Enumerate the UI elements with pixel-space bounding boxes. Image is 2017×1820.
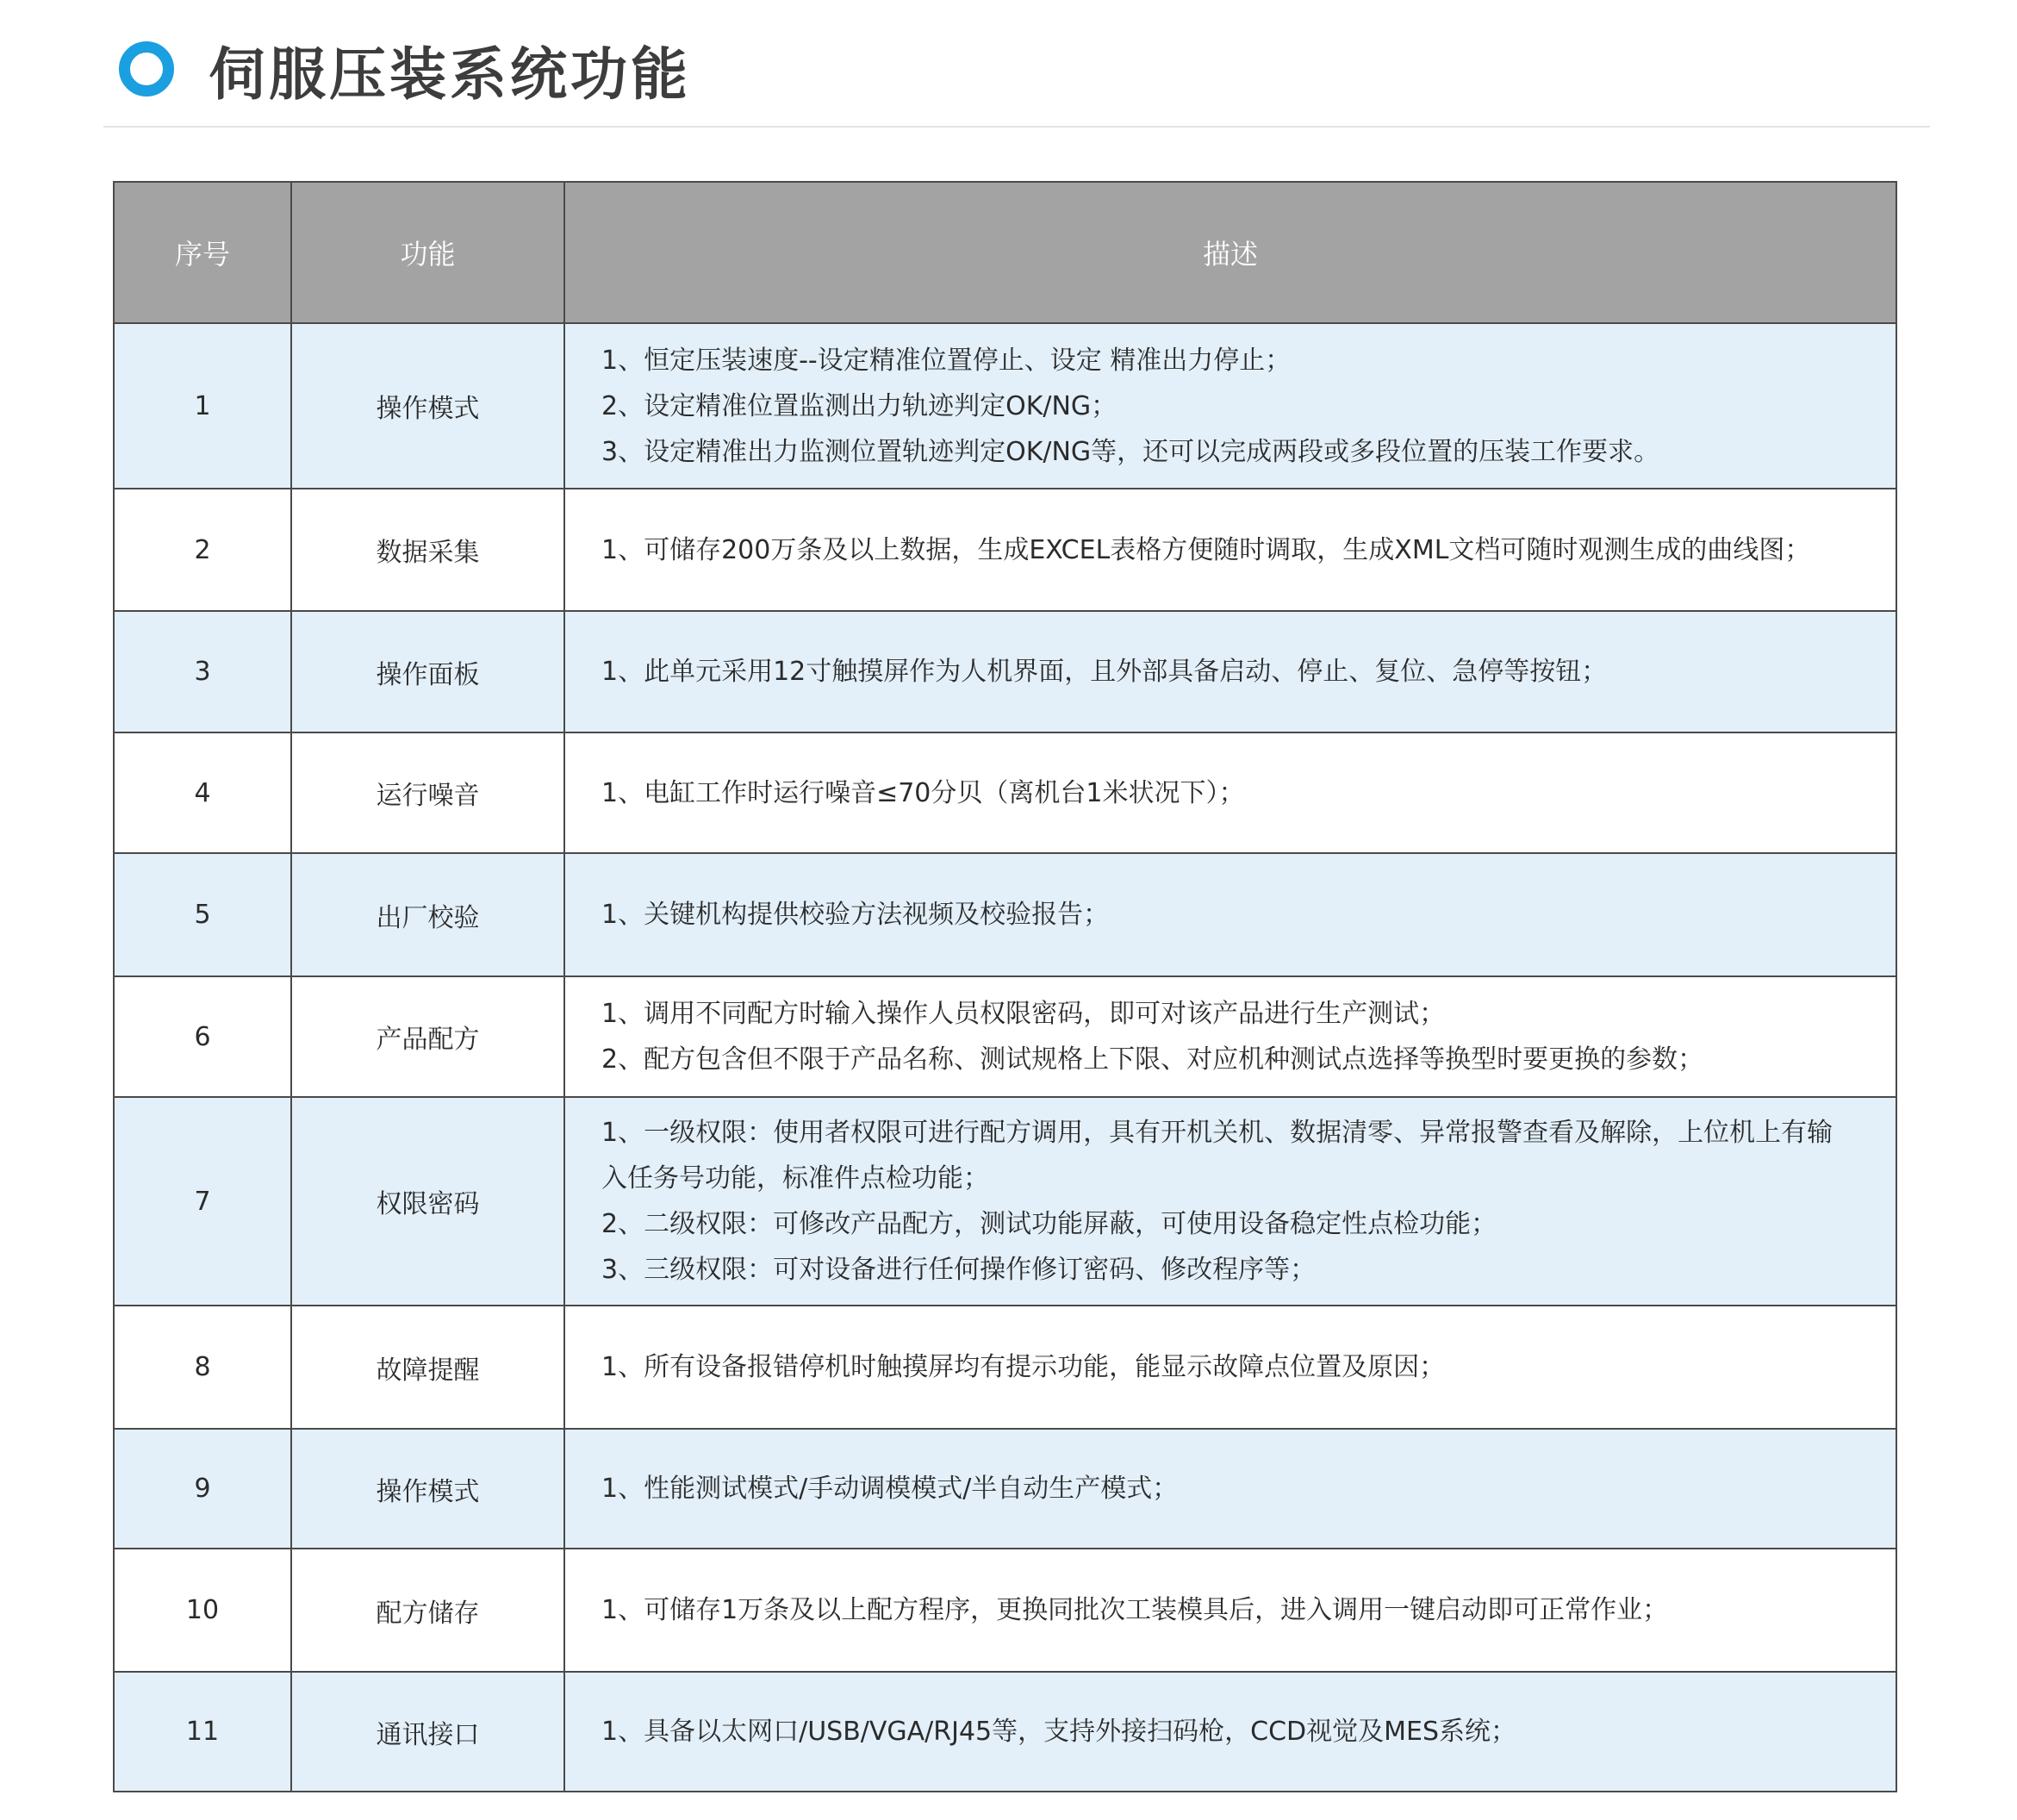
row-index: 6 xyxy=(114,976,291,1097)
description-line: 1、电缸工作时运行噪音≤70分贝（离机台1米状况下）； xyxy=(601,777,1245,808)
row-index: 10 xyxy=(114,1549,291,1672)
circle-icon xyxy=(119,41,174,97)
description-line: 3、三级权限：可对设备进行任何操作修订密码、修改程序等； xyxy=(601,1255,1317,1285)
description-line: 1、可储存1万条及以上配方程序，更换同批次工装模具后，进入调用一键启动即可正常作业； xyxy=(601,1595,1669,1625)
row-function: 通讯接口 xyxy=(291,1672,564,1792)
table-row xyxy=(114,1672,1896,1792)
table-row xyxy=(114,1306,1896,1429)
feature-table xyxy=(113,181,1897,1792)
row-function: 故障提醒 xyxy=(291,1306,564,1429)
row-function: 数据采集 xyxy=(291,489,564,611)
row-index: 9 xyxy=(114,1429,291,1549)
row-description xyxy=(564,489,1896,611)
row-function: 操作面板 xyxy=(291,611,564,732)
description-line: 3、设定精准出力监测位置轨迹判定OK/NG等，还可以完成两段或多段位置的压装工作要求。 xyxy=(601,436,1660,467)
row-index: 8 xyxy=(114,1306,291,1429)
table-header-row xyxy=(114,182,1896,323)
table-row xyxy=(114,1097,1896,1306)
row-function: 出厂校验 xyxy=(291,853,564,976)
description-line: 1、具备以太网口/USB/VGA/RJ45等，支持外接扫码枪，CCD视觉及MES系统； xyxy=(601,1717,1517,1747)
description-line: 1、关键机构提供校验方法视频及校验报告； xyxy=(601,900,1110,930)
page-title: 伺服压装系统功能 xyxy=(209,41,691,108)
row-description xyxy=(564,323,1896,489)
row-description xyxy=(564,732,1896,853)
header-index: 序号 xyxy=(114,182,291,323)
table-row xyxy=(114,853,1896,976)
row-function: 操作模式 xyxy=(291,323,564,489)
description-line: 1、可储存200万条及以上数据，生成EXCEL表格方便随时调取，生成XML文档可随时观测生成的曲线图； xyxy=(601,534,1811,565)
row-index: 4 xyxy=(114,732,291,853)
description-line: 2、配方包含但不限于产品名称、测试规格上下限、对应机种测试点选择等换型时要更换的参数； xyxy=(601,1044,1704,1075)
header-description: 描述 xyxy=(564,182,1896,323)
row-description xyxy=(564,1429,1896,1549)
description-line: 1、所有设备报错停机时触摸屏均有提示功能，能显示故障点位置及原因； xyxy=(601,1352,1446,1382)
row-description xyxy=(564,1672,1896,1792)
row-index: 3 xyxy=(114,611,291,732)
table-row xyxy=(114,323,1896,489)
description-line: 1、一级权限：使用者权限可进行配方调用，具有开机关机、数据清零、异常报警查看及解除，上位机上有输 xyxy=(601,1118,1833,1148)
row-index: 5 xyxy=(114,853,291,976)
description-line: 2、设定精准位置监测出力轨迹判定OK/NG； xyxy=(601,390,1117,421)
row-index: 2 xyxy=(114,489,291,611)
row-description xyxy=(564,853,1896,976)
row-function: 运行噪音 xyxy=(291,732,564,853)
row-function: 操作模式 xyxy=(291,1429,564,1549)
table-row xyxy=(114,489,1896,611)
page-header xyxy=(119,26,691,112)
description-line: 入任务号功能，标准件点检功能； xyxy=(601,1163,989,1194)
table-row xyxy=(114,732,1896,853)
row-description xyxy=(564,1097,1896,1306)
row-function: 权限密码 xyxy=(291,1097,564,1306)
header-function: 功能 xyxy=(291,182,564,323)
row-description xyxy=(564,976,1896,1097)
row-index: 11 xyxy=(114,1672,291,1792)
header-divider xyxy=(103,126,1930,128)
description-line: 1、此单元采用12寸触摸屏作为人机界面，且外部具备启动、停止、复位、急停等按钮； xyxy=(601,657,1608,687)
description-line: 1、恒定压装速度--设定精准位置停止、设定 精准出力停止； xyxy=(601,345,1292,376)
row-function: 配方储存 xyxy=(291,1549,564,1672)
row-index: 1 xyxy=(114,323,291,489)
row-function: 产品配方 xyxy=(291,976,564,1097)
row-description xyxy=(564,1306,1896,1429)
table-row xyxy=(114,1549,1896,1672)
description-line: 1、性能测试模式/手动调模模式/半自动生产模式； xyxy=(601,1474,1179,1504)
row-index: 7 xyxy=(114,1097,291,1306)
table-row xyxy=(114,1429,1896,1549)
row-description xyxy=(564,611,1896,732)
table-row xyxy=(114,976,1896,1097)
description-line: 2、二级权限：可修改产品配方，测试功能屏蔽，可使用设备稳定性点检功能； xyxy=(601,1209,1497,1239)
row-description xyxy=(564,1549,1896,1672)
table-row xyxy=(114,611,1896,732)
description-line: 1、调用不同配方时输入操作人员权限密码，即可对该产品进行生产测试； xyxy=(601,999,1446,1029)
